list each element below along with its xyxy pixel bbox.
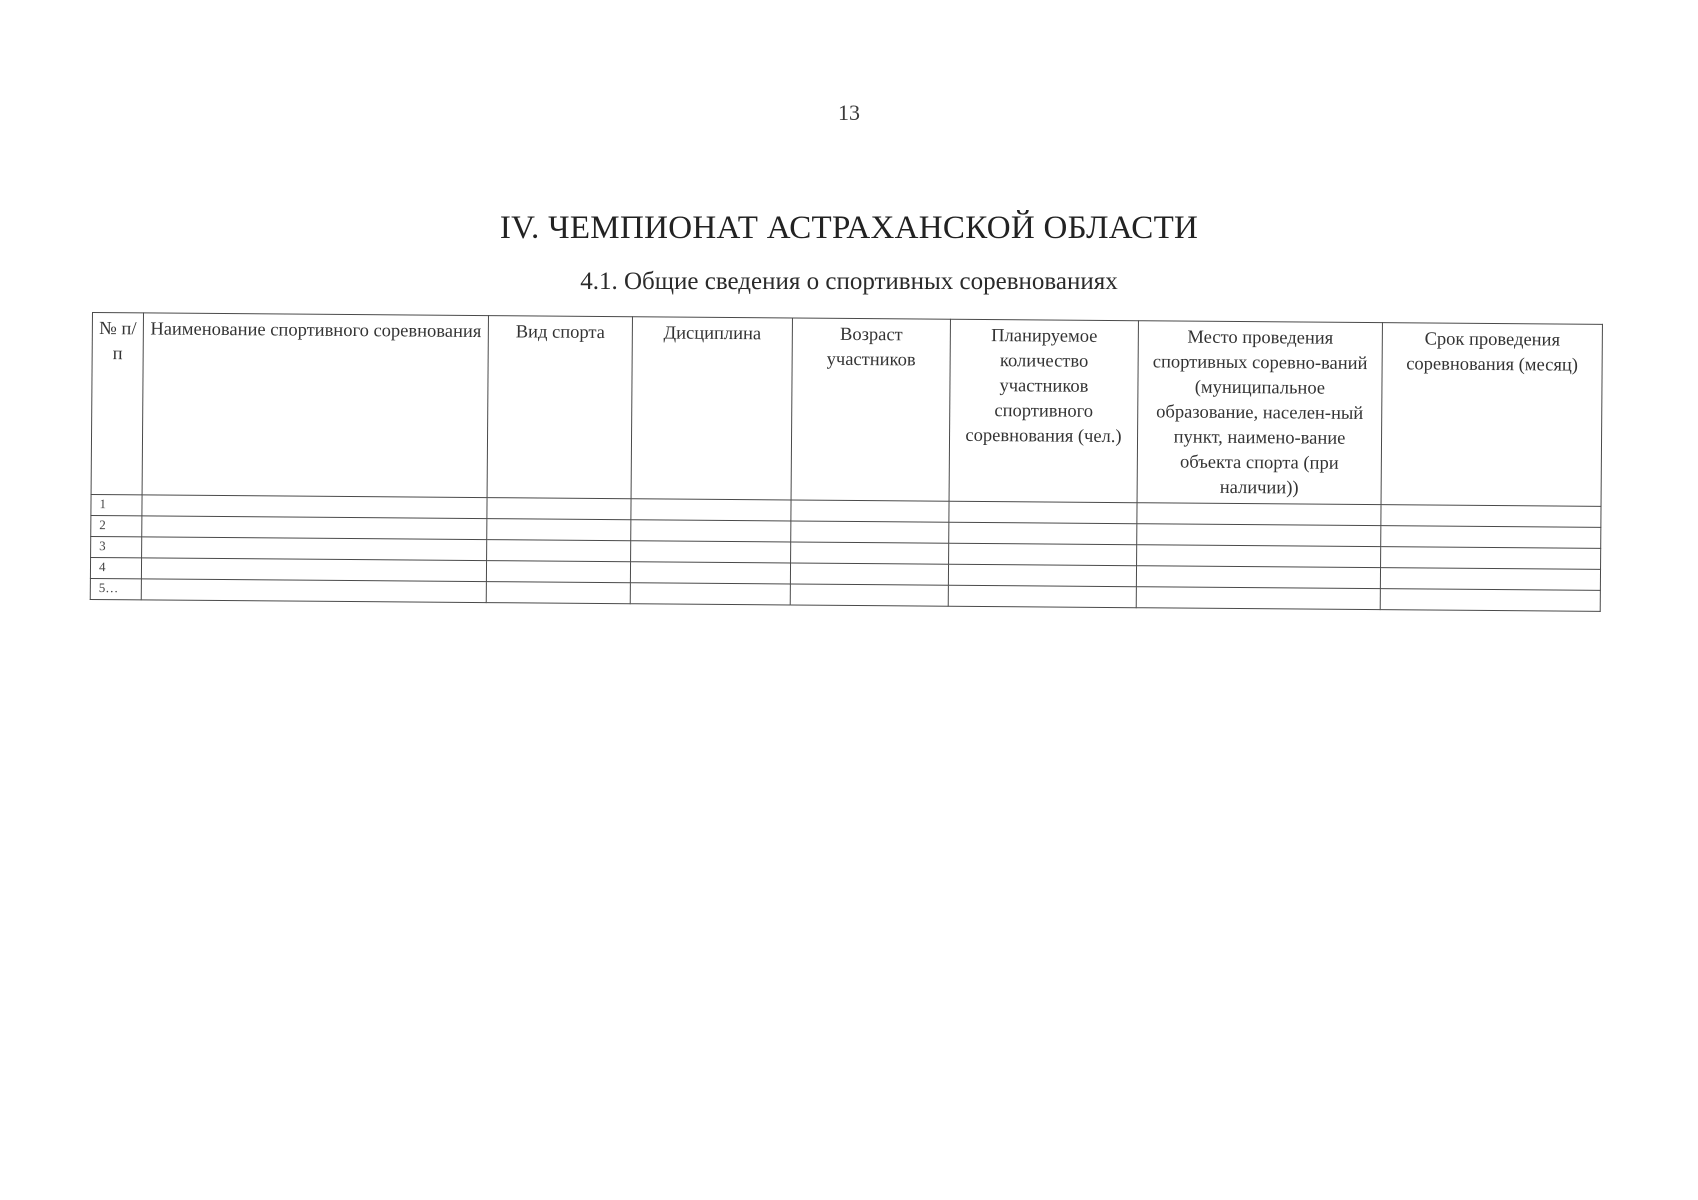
table-cell <box>1136 587 1380 610</box>
table-cell <box>948 585 1136 607</box>
header-planned-participants: Планируемое количество участников спортивного соревнования (чел.) <box>949 319 1138 502</box>
table-cell <box>1136 566 1380 589</box>
competitions-table-container <box>90 312 1602 612</box>
table-cell-number: 1 <box>91 494 142 515</box>
table-cell <box>630 583 790 605</box>
table-cell <box>631 520 791 542</box>
table-cell <box>1137 524 1381 547</box>
page-number: 13 <box>838 100 860 125</box>
table-cell-number: 4 <box>90 557 141 578</box>
table-cell <box>487 540 631 562</box>
table-cell <box>487 519 631 541</box>
table-cell <box>1137 545 1381 568</box>
table-cell <box>142 516 487 540</box>
section-title: IV. ЧЕМПИОНАТ АСТРАХАНСКОЙ ОБЛАСТИ <box>499 210 1199 246</box>
table-cell <box>949 501 1137 523</box>
table-cell-number: 3 <box>91 536 142 557</box>
table-cell <box>631 541 791 563</box>
table-cell <box>790 584 948 606</box>
table-cell <box>142 537 487 561</box>
header-discipline: Дисциплина <box>631 317 792 500</box>
table-cell <box>141 558 486 582</box>
table-cell <box>1381 547 1601 570</box>
table-cell <box>486 582 630 604</box>
table-cell <box>1380 589 1600 612</box>
table-cell <box>791 521 949 543</box>
table-cell <box>1380 568 1600 591</box>
table-cell <box>630 562 790 584</box>
table-cell <box>1381 505 1601 528</box>
table-cell <box>487 498 631 520</box>
table-cell <box>1381 526 1601 549</box>
table-cell <box>141 579 486 603</box>
table-cell <box>949 522 1137 544</box>
header-sport-type: Вид спорта <box>487 316 632 499</box>
table-cell <box>791 542 949 564</box>
table-cell <box>142 495 487 519</box>
table-cell <box>791 500 949 522</box>
header-participant-age: Возраст участников <box>791 318 950 501</box>
table-cell <box>631 499 791 521</box>
header-number: № п/п <box>91 313 143 495</box>
header-venue: Место проведения спортивных соревно-ваний (муниципальное образование, населен-ный пункт, наимено-вание объекта спорта (при наличии)) <box>1137 321 1382 505</box>
table-cell <box>949 543 1137 565</box>
table-cell <box>790 563 948 585</box>
competitions-table <box>90 312 1603 612</box>
table-cell-number: 5… <box>90 578 141 599</box>
table-cell <box>1137 503 1381 526</box>
table-cell-number: 2 <box>91 515 142 536</box>
table-header-row <box>91 313 1602 507</box>
header-date: Срок проведения соревнования (месяц) <box>1381 323 1602 507</box>
table-cell <box>486 561 630 583</box>
header-competition-name: Наименование спортивного соревнования <box>142 313 488 498</box>
table-cell <box>948 564 1136 586</box>
subsection-title: 4.1. Общие сведения о спортивных соревнованиях <box>580 268 1118 295</box>
